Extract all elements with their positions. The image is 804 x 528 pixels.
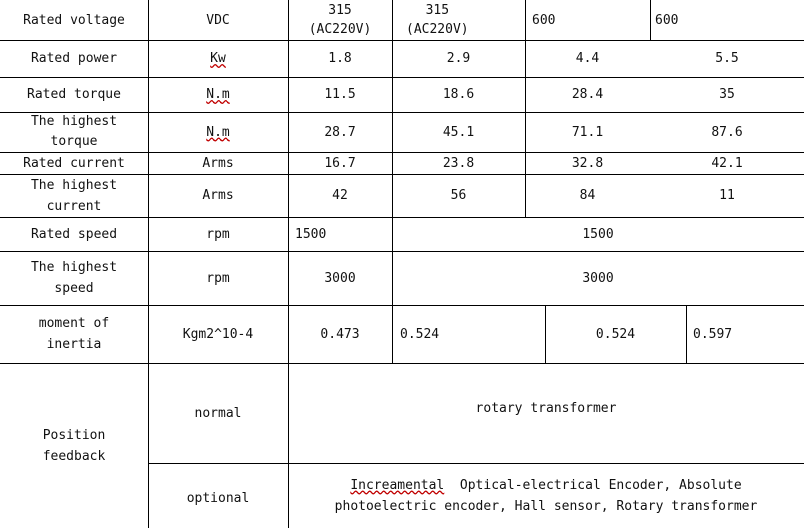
value-rated-power-1: 1.8: [328, 51, 352, 66]
value-highest-current-4: 11: [719, 188, 735, 203]
value-highest-torque-1: 28.7: [324, 124, 356, 140]
label-highest-torque: The highest torque: [30, 114, 118, 149]
value-inertia-3: 0.524: [595, 326, 636, 342]
unit-rated-current: Arms: [202, 155, 234, 171]
value-rated-torque-2: 18.6: [442, 87, 475, 102]
value-highest-speed-1: 3000: [324, 270, 356, 286]
label-highest-speed: The highest speed: [30, 260, 118, 296]
value-rated-power-3: 4.4: [575, 51, 600, 66]
unit-rated-power: [148, 40, 288, 77]
unit-highest-torque: [148, 112, 288, 152]
unit-highest-speed: rpm: [206, 270, 230, 286]
value-highest-current-3: 84: [579, 188, 596, 203]
feedback-optional-line-1: [350, 475, 741, 496]
unit-rated-voltage: VDC: [206, 12, 230, 28]
value-rated-power-2: 2.9: [446, 51, 471, 66]
value-rated-voltage-3: 600: [532, 12, 556, 28]
feedback-optional-line-1-rest: Optical-electrical Encoder, Absolute: [444, 477, 742, 493]
value-rated-voltage-1: 315 (AC220V): [308, 3, 372, 37]
feedback-optional-word: Increamental: [350, 477, 445, 493]
unit-rated-torque-text: N.m: [206, 87, 230, 102]
unit-moment-of-inertia: Kgm2^10-4: [182, 326, 254, 342]
feedback-optional-line-2: photoelectric encoder, Hall sensor, Rotary transformer: [334, 498, 758, 514]
label-highest-current: The highest current: [30, 177, 118, 214]
value-rated-torque-1: 11.5: [324, 87, 356, 102]
value-inertia-4: 0.597: [693, 326, 733, 342]
value-feedback-optional: [288, 463, 804, 528]
unit-highest-current: Arms: [202, 188, 234, 203]
value-highest-torque-2: 45.1: [442, 124, 475, 140]
value-highest-torque-3: 71.1: [571, 124, 604, 140]
value-rated-speed-1: 1500: [295, 226, 327, 242]
value-highest-current-2: 56: [450, 188, 467, 203]
label-rated-current: Rated current: [23, 155, 125, 171]
unit-rated-torque: [148, 77, 288, 112]
value-inertia-2: 0.524: [400, 326, 440, 342]
value-rated-torque-4: 35: [719, 87, 735, 102]
value-rated-speed-2: 1500: [582, 226, 614, 242]
value-highest-torque-4: 87.6: [711, 124, 743, 140]
value-inertia-1: 0.473: [320, 326, 360, 342]
value-rated-torque-3: 28.4: [571, 87, 604, 102]
value-rated-current-3: 32.8: [571, 155, 604, 171]
unit-rated-speed: rpm: [206, 226, 230, 242]
value-rated-current-2: 23.8: [442, 155, 475, 171]
value-highest-speed-2: 3000: [582, 270, 614, 286]
label-rated-torque: Rated torque: [27, 87, 121, 102]
value-rated-current-1: 16.7: [324, 155, 356, 171]
value-rated-power-4: 5.5: [715, 51, 739, 66]
label-feedback-normal: normal: [194, 405, 242, 421]
label-position-feedback: Position feedback: [42, 427, 106, 464]
label-rated-voltage: Rated voltage: [23, 12, 125, 28]
value-highest-current-1: 42: [332, 188, 348, 203]
unit-highest-torque-text: N.m: [206, 124, 230, 140]
unit-rated-power-text: Kw: [210, 51, 226, 66]
label-moment-of-inertia: moment of inertia: [38, 316, 110, 352]
value-rated-current-4: 42.1: [711, 155, 743, 171]
label-rated-power: Rated power: [30, 51, 118, 66]
label-feedback-optional: optional: [186, 491, 250, 506]
value-rated-voltage-2: 315 (AC220V): [406, 3, 469, 37]
value-rated-voltage-4: 600: [655, 12, 679, 28]
value-feedback-normal: rotary transformer: [475, 400, 617, 416]
label-rated-speed: Rated speed: [30, 226, 118, 242]
